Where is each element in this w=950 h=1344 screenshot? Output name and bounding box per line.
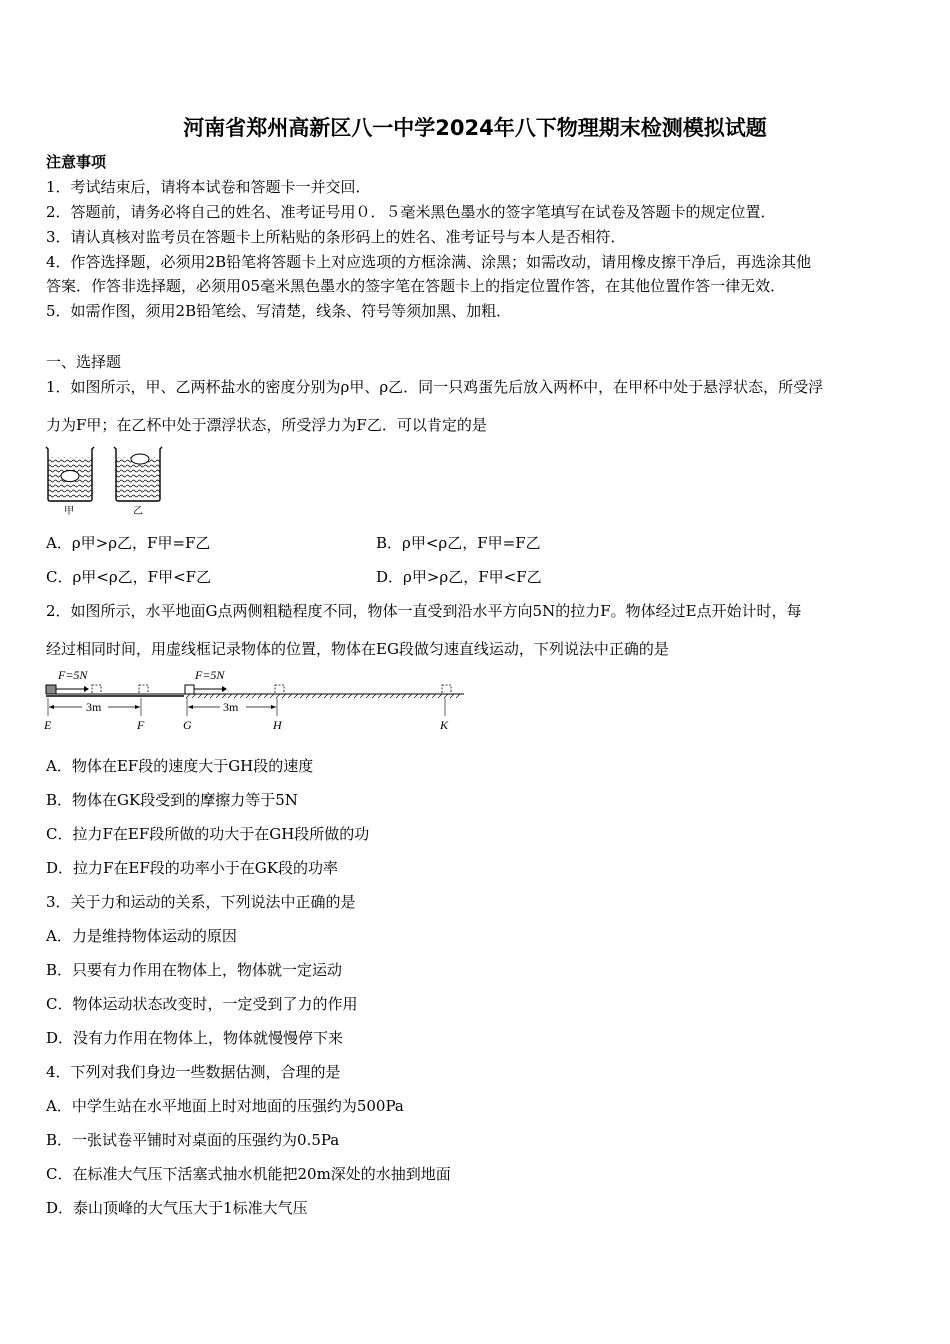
q3-option-a: A．力是维持物体运动的原因 [46,927,237,945]
position-box [275,685,284,694]
point-label-k: K [440,718,449,732]
q1-option-c: C．ρ甲<ρ乙，F甲<F乙 [46,568,212,586]
q2-option-d: D．拉力F在EF段的功率小于在GK段的功率 [46,859,338,877]
point-label-f: F [137,718,145,732]
section-heading: 一、选择题 [46,353,122,371]
notice-item: 答案．作答非选择题，必须用05毫米黑色墨水的签字笔在答题卡上的指定位置作答，在其他位置作答一律无效． [46,277,786,295]
q3-option-c: C．物体运动状态改变时，一定受到了力的作用 [46,995,358,1013]
rough-segment-hatch [186,694,460,698]
beaker-label-jia: 甲 [64,506,74,517]
q2-stem-line1: 2．如图所示，水平地面G点两侧粗糙程度不同，物体一直受到沿水平方向5N的拉力F。物体经过E点开始计时，每 [46,602,802,620]
q3-option-d: D．没有力作用在物体上，物体就慢慢停下来 [46,1029,344,1047]
position-box [442,685,451,694]
notice-item: 1．考试结束后，请将本试卷和答题卡一并交回． [46,178,371,196]
notice-item: 5．如需作图，须用2B铅笔绘、写清楚，线条、符号等须加黑、加粗． [46,302,512,320]
q2-option-b: B．物体在GK段受到的摩擦力等于5N [46,791,298,809]
block-solid [46,685,56,694]
q1-beakers-figure [42,443,172,518]
page-title: 河南省郑州高新区八一中学2024年八下物理期末检测模拟试题 [183,116,767,140]
q1-stem-line2: 力为F甲；在乙杯中处于漂浮状态，所受浮力为F乙．可以肯定的是 [46,416,487,434]
q3-stem: 3．关于力和运动的关系，下列说法中正确的是 [46,893,356,911]
q1-option-b: B．ρ甲<ρ乙，F甲=F乙 [376,534,541,552]
notice-item: 4．作答选择题，必须用2B铅笔将答题卡上对应选项的方框涂满、涂黑；如需改动，请用橡皮擦干净后，再选涂其他 [46,253,812,271]
point-label-h: H [273,718,282,732]
position-box [185,685,194,694]
q3-option-b: B．只要有力作用在物体上，物体就一定运动 [46,961,343,979]
q4-option-a: A．中学生站在水平地面上时对地面的压强约为500Pa [46,1097,404,1115]
beaker-label-yi: 乙 [133,506,143,517]
force-label-1: F=5N [58,668,88,682]
q4-stem: 4．下列对我们身边一些数据估测，合理的是 [46,1063,341,1081]
distance-label-ef: 3m [86,700,102,714]
distance-label-gh: 3m [223,700,239,714]
q2-option-a: A．物体在EF段的速度大于GH段的速度 [46,757,314,775]
notice-item: 2．答题前，请务必将自己的姓名、准考证号用０．５毫米黑色墨水的签字笔填写在试卷及答题卡的规定位置． [46,203,776,221]
notice-item: 3．请认真核对监考员在答题卡上所粘贴的条形码上的姓名、准考证号与本人是否相符． [46,228,626,246]
position-box [92,685,101,694]
q2-motion-figure [40,664,470,736]
q1-option-a: A．ρ甲>ρ乙，F甲=F乙 [46,534,211,552]
q4-option-c: C．在标准大气压下活塞式抽水机能把20m深处的水抽到地面 [46,1165,451,1183]
q1-stem-line1: 1．如图所示，甲、乙两杯盐水的密度分别为ρ甲、ρ乙．同一只鸡蛋先后放入两杯中，在甲杯中处于悬浮状态，所受浮 [46,378,824,396]
q4-option-b: B．一张试卷平铺时对桌面的压强约为0.5Pa [46,1131,340,1149]
force-label-2: F=5N [195,668,225,682]
point-label-g: G [183,718,192,732]
q2-stem-line2: 经过相同时间，用虚线框记录物体的位置，物体在EG段做匀速直线运动，下列说法中正确的是 [46,640,669,658]
beaker-yi [114,447,162,501]
point-label-e: E [44,718,52,732]
beaker-jia [46,447,94,501]
q1-option-d: D．ρ甲>ρ乙，F甲<F乙 [376,568,542,586]
q2-option-c: C．拉力F在EF段所做的功大于在GH段所做的功 [46,825,370,843]
q4-option-d: D．泰山顶峰的大气压大于1标准大气压 [46,1199,308,1217]
position-box [139,685,148,694]
notice-heading: 注意事项 [46,153,107,171]
